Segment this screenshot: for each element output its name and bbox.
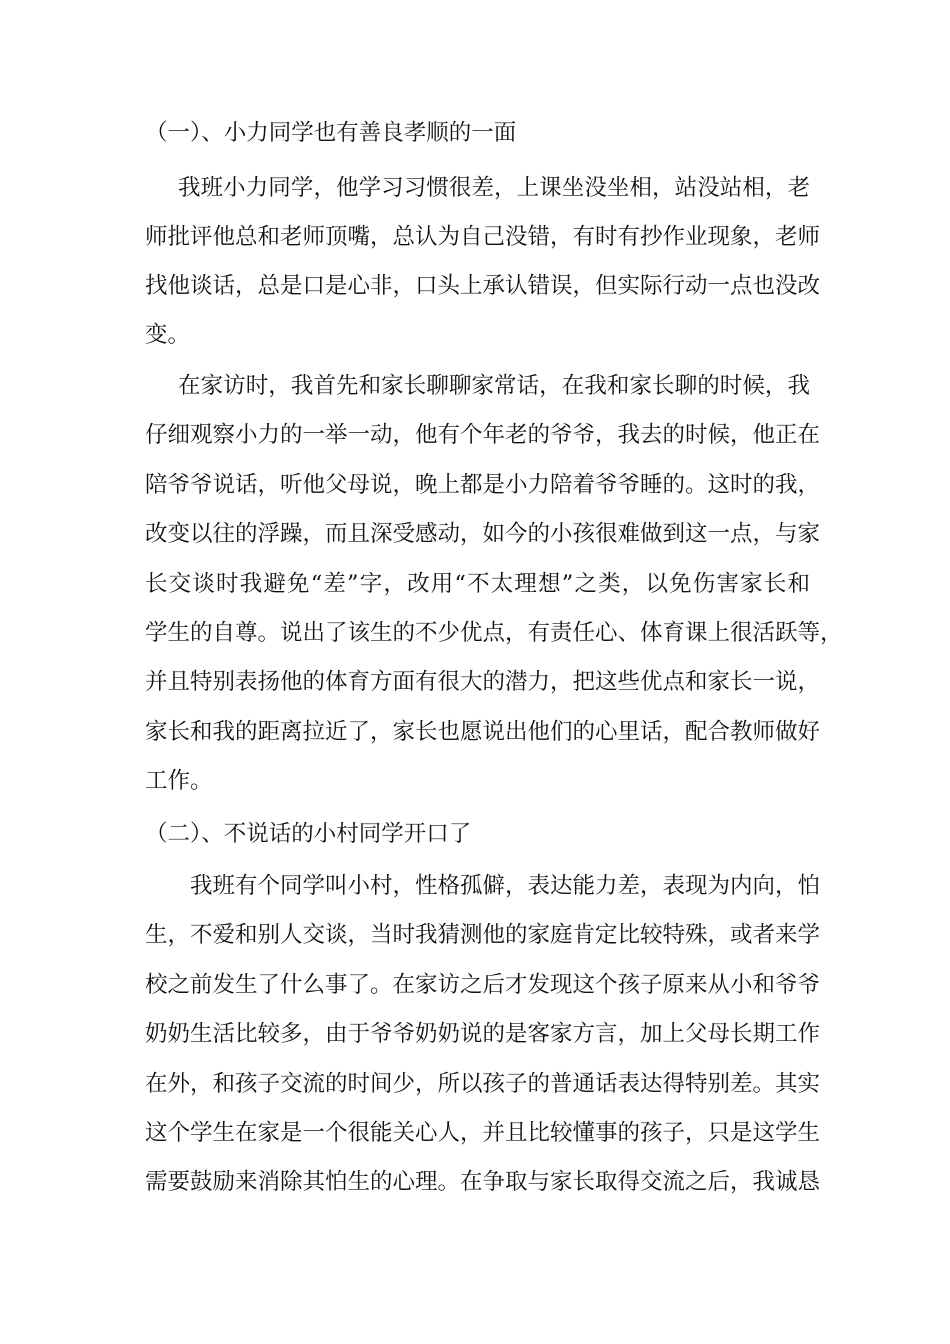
paragraph-line: 校之前发生了什么事了。在家访之后才发现这个孩子原来从小和爷爷 bbox=[145, 972, 821, 998]
paragraph-line: 我班有个同学叫小村，性格孤僻，表达能力差，表现为内向，怕 bbox=[190, 873, 821, 899]
paragraph-line: 在外，和孩子交流的时间少，所以孩子的普通话表达得特别差。其实 bbox=[145, 1071, 821, 1097]
paragraph-line: 并且特别表扬他的体育方面有很大的潜力，把这些优点和家长一说， bbox=[145, 669, 821, 695]
paragraph-line: 生，不爱和别人交谈，当时我猜测他的家庭肯定比较特殊，或者来学 bbox=[145, 922, 821, 948]
paragraph-line: 工作。 bbox=[145, 768, 213, 794]
paragraph-line: 奶奶生活比较多，由于爷爷奶奶说的是客家方言，加上父母长期工作 bbox=[145, 1021, 821, 1047]
paragraph-line: 陪爷爷说话，听他父母说，晚上都是小力陪着爷爷睡的。这时的我， bbox=[145, 472, 821, 498]
section-heading-2: （二）、不说话的小村同学开口了 bbox=[145, 821, 472, 847]
paragraph-line: 需要鼓励来消除其怕生的心理。在争取与家长取得交流之后，我诚恳 bbox=[145, 1169, 821, 1195]
paragraph-line: 改变以往的浮躁，而且深受感动，如今的小孩很难做到这一点，与家 bbox=[145, 521, 821, 547]
paragraph-line: 在家访时，我首先和家长聊聊家常话，在我和家长聊的时候，我 bbox=[178, 373, 810, 399]
paragraph-line: 找他谈话，总是口是心非，口头上承认错误，但实际行动一点也没改 bbox=[145, 273, 821, 299]
paragraph-line: 长交谈时我避免“差”字，改用“不太理想”之类，以免伤害家长和 bbox=[145, 571, 810, 597]
paragraph-line: 我班小力同学，他学习习惯很差，上课坐没坐相，站没站相，老 bbox=[178, 175, 810, 201]
paragraph-line: 变。 bbox=[145, 322, 191, 348]
paragraph-line: 家长和我的距离拉近了，家长也愿说出他们的心里话，配合教师做好 bbox=[145, 719, 821, 745]
paragraph-line: 仔细观察小力的一举一动，他有个年老的爷爷，我去的时候，他正在 bbox=[145, 422, 821, 448]
section-heading-1: （一）、小力同学也有善良孝顺的一面 bbox=[145, 120, 517, 146]
paragraph-line: 师批评他总和老师顶嘴，总认为自己没错，有时有抄作业现象，老师 bbox=[145, 224, 821, 250]
paragraph-line: 学生的自尊。说出了该生的不少优点，有责任心、体育课上很活跃等， bbox=[145, 620, 843, 646]
paragraph-line: 这个学生在家是一个很能关心人，并且比较懂事的孩子，只是这学生 bbox=[145, 1120, 821, 1146]
